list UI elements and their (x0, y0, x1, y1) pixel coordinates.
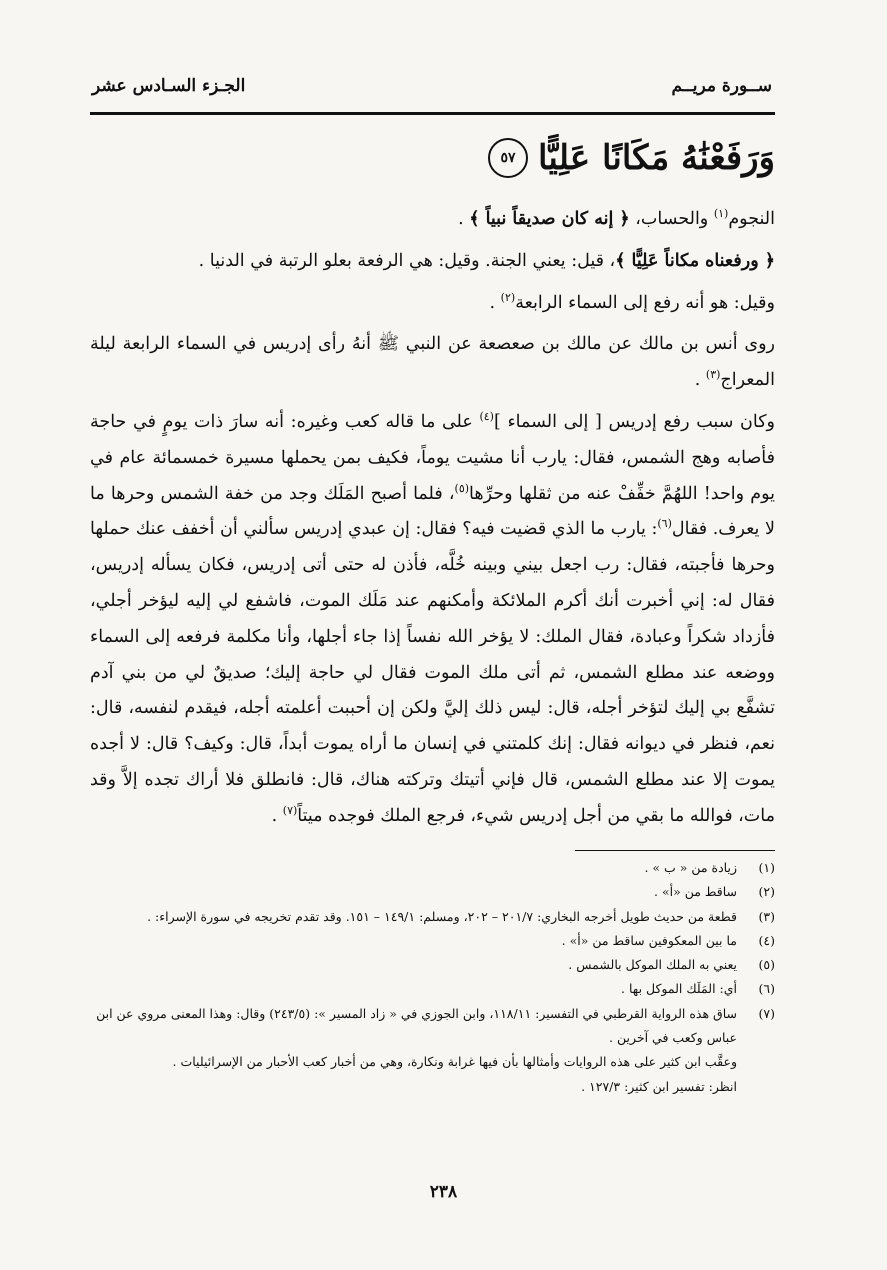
paragraph-4 (90, 327, 775, 399)
footnote-text: ساقط من «أ» . (654, 884, 737, 900)
ayah-number: ٥٧ (500, 150, 516, 166)
footnote-text: قطعة من حديث طويل أخرجه البخاري: ٢٠١/٧ – ٢٠٢، ومسلم: ١٤٩/١ – ١٥١. وقد تقدم تخريجه في سورة الإسراء: . (147, 908, 737, 924)
text: وقيل: هو أنه رفع إلى السماء الرابعة (515, 292, 775, 313)
footnote-number: (١) (758, 860, 775, 875)
footnote-text: زيادة من « ب » . (644, 860, 737, 875)
footnotes (86, 856, 775, 1099)
paragraph-5 (90, 405, 775, 835)
commentary-body (90, 202, 775, 835)
footnote (86, 929, 775, 953)
footnote-text: أي: المَلَك الموكل بها . (621, 981, 737, 997)
part-title: الجـزء السـادس عشر (92, 76, 246, 96)
paragraph-3 (90, 286, 775, 322)
header-rule (90, 112, 775, 115)
footnote-number: (٣) (758, 908, 775, 924)
text: : يارب ما الذي قضيت فيه؟ فقال: إن عبدي إدريس سألني أن أخفف عنك حملها وحرها فأجبته، فقال: رب اجعل بيني وبينه خُلَّه، فأذن له حتى أتى إدريس، فكان يسأله إدريس، فقال له: إني أخبرت أنك أكرم الملائكة وأمكنهم عند مَلَك الموت، فاشفع لي إليه ليؤخر أجلي، فأزداد شكراً وعبادة، فقال الملك: لا يؤخر الله نفساً إذا جاء أجلها، وأنا مكلمة فرفعه إلى السماء ووضعه عند مطلع الشمس، ثم أتى ملك الموت فقال لي حاجة إليك؛ صديقٌ لي من بني آدم تشفَّع بي إليك لتؤخر أجله، قال: ليس ذلك إليَّ ولكن إن أحببت أعلمته أجله، فيقدم لنفسه، قال: نعم، فنظر في ديوانه فقال: إنك كلمتني في إنسان ما أراه يموت أبداً، قال: وكيف؟ قال: لا أجده يموت إلا عند مطلع الشمس، قال فإني أتيتك وتركته هناك، قال: فانطلق فلا أراك تجده إلاَّ وقد مات، فوالله ما بقي من أجل إدريس شيء، فرجع الملك فوجده ميتاً (90, 519, 775, 826)
footnote-ref: (٢) (500, 290, 516, 304)
footnote-number: (٢) (758, 884, 775, 900)
footnote-number: (٧) (758, 1005, 775, 1021)
paragraph-1 (90, 202, 775, 238)
text: . (489, 292, 501, 313)
footnote-number: (٥) (758, 957, 775, 973)
footnote (86, 905, 775, 929)
text: والحساب، (629, 209, 714, 229)
text: روى أنس بن مالك عن مالك بن صعصعة عن النبي ﷺ أنهُ رأى إدريس في السماء الرابعة ليلة المعراج (90, 334, 775, 391)
text: ، قيل: يعني الجنة. وقيل: هي الرفعة بعلو الرتبة في الدنيا . (198, 250, 616, 271)
footnote (86, 1002, 775, 1051)
footnote (86, 856, 775, 880)
page-number: ٢٣٨ (429, 1182, 458, 1202)
quran-quote: ﴿ إنه كان صديقاً نبياً ﴾ (469, 209, 630, 229)
footnote-continuation: وعقَّب ابن كثير على هذه الروايات وأمثالها بأن فيها غرابة ونكارة، وهي من أخبار كعب الأحبار من الإسرائيليات . (172, 1054, 737, 1070)
footnote-number: (٤) (758, 932, 775, 948)
footnote-ref: (٤) (479, 410, 494, 424)
footnote-text: ساق هذه الرواية القرطبي في التفسير: ١١٨/١١، وابن الجوزي في « زاد المسير »: (٢٤٣/٥) وقال: وهذا المعنى مروي عن ابن عباس وكعب في آخرين . (96, 1005, 737, 1046)
surah-title: ســورة مريــم (671, 76, 772, 96)
quran-verse (488, 130, 775, 186)
footnote-ref: (٣) (705, 368, 721, 382)
footnote-rule (575, 850, 775, 851)
footnote-text: يعني به الملك الموكل بالشمس . (568, 957, 737, 973)
verse-text: وَرَفَعْنَٰهُ مَكَانًا عَلِيًّا (538, 138, 775, 178)
paragraph-2 (90, 244, 775, 280)
footnote-ref: (٦) (657, 517, 672, 531)
footnote-ref: (١) (713, 207, 729, 221)
text: النجوم (728, 209, 775, 229)
text: وكان سبب رفع إدريس [ إلى السماء ] (493, 411, 775, 432)
footnote-number: (٦) (758, 981, 775, 997)
text: ، فلما أصبح المَلَك وجد من خفة الشمس وحرها ما لا يعرف. فقال (90, 483, 775, 540)
footnote (86, 977, 775, 1001)
footnote (86, 880, 775, 904)
running-header (92, 72, 772, 100)
footnote-text: ما بين المعكوفين ساقط من «أ» . (561, 932, 737, 948)
footnote-ref: (٥) (454, 481, 470, 495)
ayah-number-icon (488, 138, 528, 178)
footnote-continuation: انظر: تفسير ابن كثير: ١٢٧/٣ . (581, 1078, 737, 1094)
text: . (271, 805, 283, 826)
quran-quote: ﴿ ورفعناه مكاناً عَلِيًّا ﴾ (615, 250, 775, 271)
footnote-ref: (٧) (282, 803, 298, 817)
text: على ما قاله كعب وغيره: أنه سارَ ذات يومٍ في حاجة فأصابه وهج الشمس، فقال: يارب أنا مشيت يوماً، فكيف بمن يحملها مسيرة خمسمائة عام في يوم واحد! اللهُمَّ خفِّفْ عنه من ثقلها وحرِّها (90, 411, 775, 504)
text: . (458, 209, 470, 229)
text: . (694, 370, 706, 391)
footnote (86, 953, 775, 977)
